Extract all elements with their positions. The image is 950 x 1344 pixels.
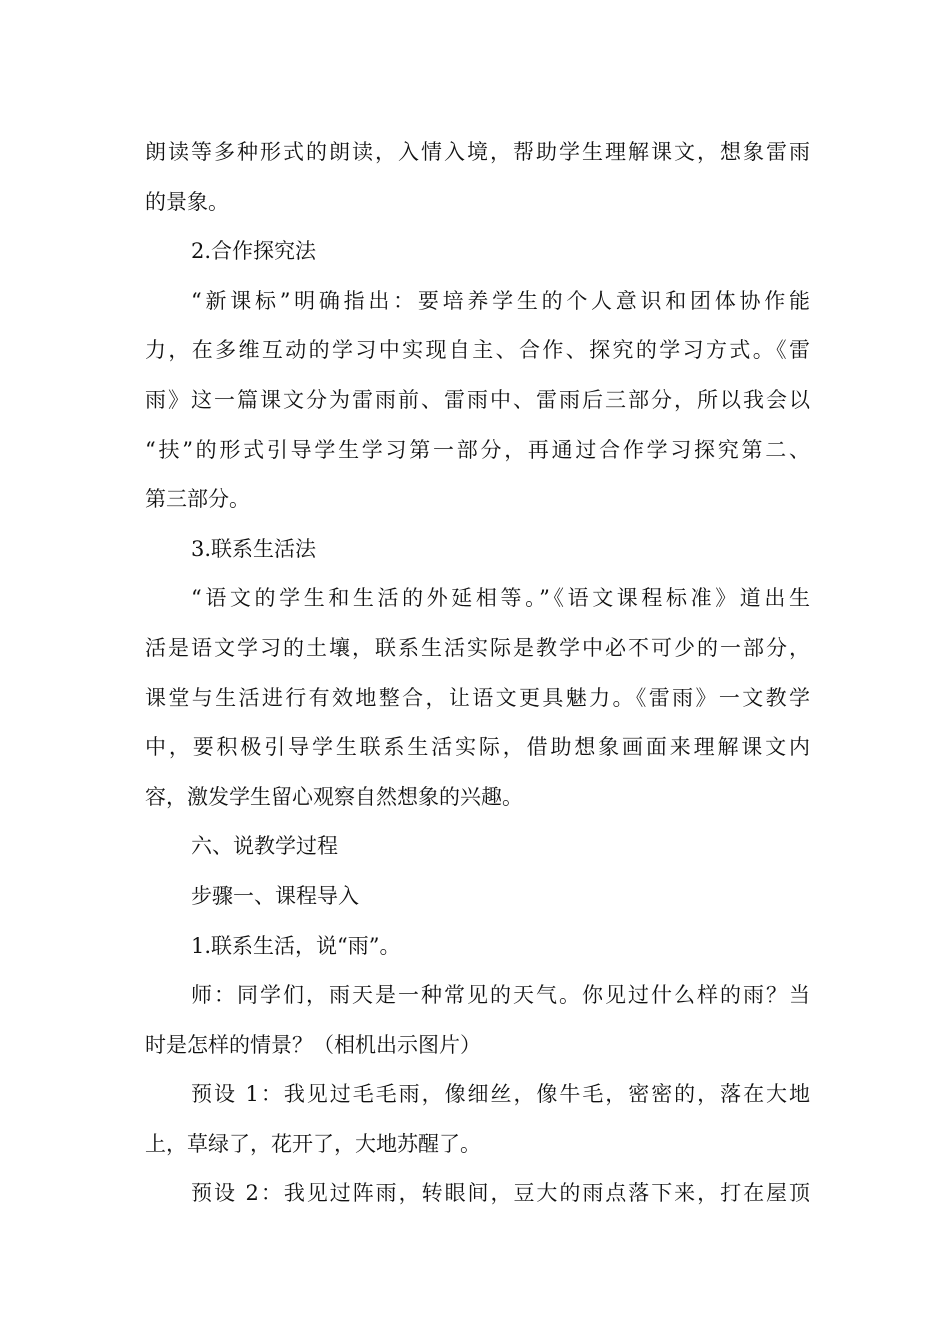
paragraph-line: 课堂与生活进行有效地整合，让语文更具魅力。《雷雨》一文教学 [145, 685, 810, 710]
paragraph-line: 时是怎样的情景？（相机出示图片） [145, 1032, 481, 1057]
paragraph-line: 雨》这一篇课文分为雷雨前、雷雨中、雷雨后三部分，所以我会以 [145, 387, 810, 412]
paragraph-line: 预设 1：我见过毛毛雨，像细丝，像牛毛，密密的，落在大地 [191, 1082, 810, 1107]
section-heading: 六、说教学过程 [191, 834, 338, 859]
paragraph-line: “扶”的形式引导学生学习第一部分，再通过合作学习探究第二、 [145, 437, 810, 462]
section-heading: 3.联系生活法 [191, 536, 317, 561]
paragraph-line: 朗读等多种形式的朗读，入情入境，帮助学生理解课文，想象雷雨 [145, 140, 810, 164]
section-heading: 1.联系生活，说“雨”。 [191, 933, 401, 958]
paragraph-line: 活是语文学习的土壤，联系生活实际是教学中必不可少的一部分， [145, 635, 810, 660]
paragraph-line: 中，要积极引导学生联系生活实际，借助想象画面来理解课文内 [145, 735, 810, 760]
paragraph-line: “新课标”明确指出：要培养学生的个人意识和团体协作能 [191, 288, 810, 313]
paragraph-line: “语文的学生和生活的外延相等。”《语文课程标准》道出生 [191, 586, 810, 611]
section-heading: 2.合作探究法 [191, 239, 317, 264]
paragraph-line: 的景象。 [145, 189, 229, 214]
document-body [145, 128, 810, 1219]
section-heading: 步骤一、课程导入 [191, 883, 359, 908]
paragraph-line: 上，草绿了，花开了，大地苏醒了。 [145, 1131, 481, 1156]
paragraph-line: 容，激发学生留心观察自然想象的兴趣。 [145, 784, 523, 809]
paragraph-line: 预设 2：我见过阵雨，转眼间，豆大的雨点落下来，打在屋顶 [191, 1181, 810, 1206]
paragraph-line: 师：同学们，雨天是一种常见的天气。你见过什么样的雨？当 [191, 983, 810, 1008]
paragraph-line: 第三部分。 [145, 487, 250, 512]
paragraph-line: 力，在多维互动的学习中实现自主、合作、探究的学习方式。《雷 [145, 338, 810, 363]
